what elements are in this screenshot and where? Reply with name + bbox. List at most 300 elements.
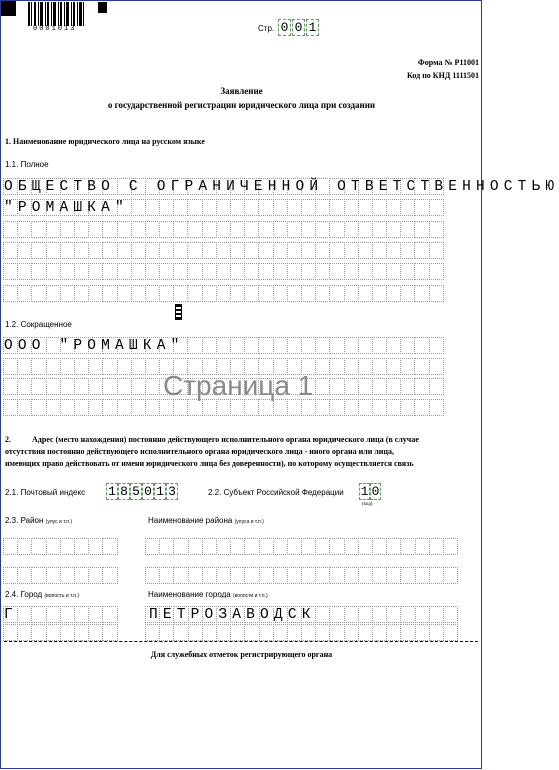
cell	[88, 567, 103, 584]
city-label-text: 2.4. Город	[5, 590, 43, 599]
cell	[329, 624, 344, 641]
cell	[31, 242, 46, 259]
short-name-line1: ООО "РОМАШКА"	[4, 338, 185, 354]
cell	[131, 199, 146, 216]
cell	[145, 285, 160, 302]
cell	[46, 606, 61, 623]
cell-row	[4, 567, 118, 584]
cell	[88, 263, 103, 280]
cell	[358, 285, 373, 302]
cell	[145, 624, 160, 641]
cell	[329, 538, 344, 555]
cell	[244, 221, 259, 238]
city-name-hint: (волости и т.п.)	[232, 593, 268, 599]
cell	[273, 221, 288, 238]
cell	[386, 606, 401, 623]
postal-digit: 8	[118, 483, 130, 500]
section2-number: 2.	[5, 435, 11, 444]
cell	[329, 378, 344, 395]
cell	[414, 358, 429, 375]
cell	[46, 221, 61, 238]
cell	[202, 285, 217, 302]
cell	[344, 337, 359, 354]
cell	[187, 221, 202, 238]
cell	[74, 242, 89, 259]
cell	[159, 199, 174, 216]
full-name-line2: "РОМАШКА"	[4, 200, 129, 216]
full-name-label: 1.1. Полное	[5, 160, 49, 169]
cell	[202, 263, 217, 280]
cell	[46, 285, 61, 302]
cell	[202, 337, 217, 354]
cell	[102, 285, 117, 302]
cell	[131, 285, 146, 302]
cell	[344, 399, 359, 416]
cell	[301, 199, 316, 216]
cell	[315, 285, 330, 302]
cell	[102, 538, 117, 555]
cell	[386, 199, 401, 216]
cell	[301, 538, 316, 555]
cell	[429, 358, 444, 375]
cell	[400, 242, 415, 259]
district-name-label-text: Наименование района	[148, 516, 233, 525]
cell	[244, 199, 259, 216]
cell	[315, 242, 330, 259]
cell	[358, 337, 373, 354]
cell	[31, 358, 46, 375]
page-digit: 0	[278, 19, 291, 36]
cell	[216, 567, 231, 584]
cell	[386, 378, 401, 395]
city-name-label	[148, 590, 268, 599]
cell	[414, 199, 429, 216]
cell	[287, 538, 302, 555]
cell	[88, 358, 103, 375]
barcode	[28, 2, 84, 26]
cell	[372, 358, 387, 375]
cell	[60, 567, 75, 584]
cell	[344, 221, 359, 238]
cell	[315, 337, 330, 354]
cell	[17, 358, 32, 375]
cell	[329, 358, 344, 375]
cell	[31, 399, 46, 416]
cell	[315, 263, 330, 280]
cell	[131, 263, 146, 280]
cell	[17, 538, 32, 555]
district-label	[5, 516, 72, 525]
full-name-line1: ОБЩЕСТВО С ОГРАНИЧЕННОЙ ОТВЕТСТВЕННОСТЬЮ	[4, 179, 559, 195]
cell	[3, 567, 18, 584]
cell	[3, 242, 18, 259]
cell	[273, 242, 288, 259]
cell	[259, 567, 274, 584]
postal-digit: 0	[142, 483, 154, 500]
cell	[117, 285, 132, 302]
cell	[259, 624, 274, 641]
cell	[145, 242, 160, 259]
cell	[88, 624, 103, 641]
cell	[216, 337, 231, 354]
corner-marker	[1, 1, 16, 16]
cell	[202, 221, 217, 238]
cell	[358, 378, 373, 395]
cell	[117, 221, 132, 238]
cell	[145, 263, 160, 280]
cell	[244, 242, 259, 259]
section2-heading-line1: Адрес (место нахождения) постоянно действующего исполнительного органа юридического лица (в случае	[32, 435, 419, 444]
cell	[31, 378, 46, 395]
cell	[386, 285, 401, 302]
cell	[187, 242, 202, 259]
cell	[329, 606, 344, 623]
cell	[386, 263, 401, 280]
city-label	[5, 590, 79, 599]
cell	[17, 567, 32, 584]
cell	[173, 199, 188, 216]
cell-row	[146, 567, 458, 584]
page-watermark: Страница 1	[163, 370, 314, 401]
cell	[230, 624, 245, 641]
cell	[358, 624, 373, 641]
cell	[145, 538, 160, 555]
section2-heading-line3: имеющих право действовать от имени юридического лица без доверенности), по которому осуществляется связь	[5, 459, 414, 468]
cell	[46, 358, 61, 375]
cell	[429, 624, 444, 641]
cell	[202, 199, 217, 216]
cell	[173, 567, 188, 584]
cell	[145, 221, 160, 238]
city-hint: (волость и т.п.)	[44, 593, 79, 599]
cell	[329, 285, 344, 302]
cell	[17, 242, 32, 259]
subject-code-hint: (код)	[362, 502, 373, 507]
cell	[17, 399, 32, 416]
cell	[329, 263, 344, 280]
subject-digit: 0	[371, 484, 380, 499]
cell	[344, 358, 359, 375]
cell	[400, 538, 415, 555]
cell	[386, 624, 401, 641]
cell	[117, 399, 132, 416]
section1-heading: 1. Наименование юридического лица на русском языке	[5, 137, 205, 146]
cell	[386, 221, 401, 238]
cell	[315, 221, 330, 238]
cell	[329, 337, 344, 354]
cell	[315, 624, 330, 641]
cell	[400, 221, 415, 238]
cell	[415, 567, 430, 584]
cell	[429, 399, 444, 416]
cell	[414, 221, 429, 238]
city-name: ПЕТРОЗАВОДСК	[149, 607, 316, 623]
cell	[3, 263, 18, 280]
cell	[88, 606, 103, 623]
cell-row	[4, 606, 118, 623]
cell	[145, 199, 160, 216]
subject-label: 2.2. Субъект Российской Федерации	[208, 488, 344, 497]
cell	[17, 263, 32, 280]
text-cursor	[175, 304, 182, 320]
cell	[315, 378, 330, 395]
cell	[74, 358, 89, 375]
cell	[74, 538, 89, 555]
cell	[60, 358, 75, 375]
page-digit: 1	[306, 19, 319, 36]
cell	[60, 399, 75, 416]
cell	[230, 263, 245, 280]
cell	[17, 221, 32, 238]
cell	[46, 378, 61, 395]
cell	[273, 567, 288, 584]
cell	[202, 567, 217, 584]
subject-code-field	[359, 483, 381, 500]
cell	[414, 285, 429, 302]
cell	[429, 285, 444, 302]
cell	[400, 399, 415, 416]
title-line2: о государственной регистрации юридического лица при создании	[107, 100, 376, 110]
postal-code-field	[106, 483, 178, 500]
cell	[173, 263, 188, 280]
cell	[159, 263, 174, 280]
cell	[102, 242, 117, 259]
cell	[372, 242, 387, 259]
cell	[3, 624, 18, 641]
cell	[74, 399, 89, 416]
cell	[102, 399, 117, 416]
cell	[102, 358, 117, 375]
cell	[159, 221, 174, 238]
cell	[329, 399, 344, 416]
cell	[258, 199, 273, 216]
cell	[159, 624, 174, 641]
cell	[372, 378, 387, 395]
cell	[273, 624, 288, 641]
cell	[414, 337, 429, 354]
cell	[386, 399, 401, 416]
cell	[102, 606, 117, 623]
cell	[145, 399, 160, 416]
cell	[159, 242, 174, 259]
cell	[230, 567, 245, 584]
cell	[3, 285, 18, 302]
cell	[301, 263, 316, 280]
cell	[74, 263, 89, 280]
cell	[202, 624, 217, 641]
cell	[287, 199, 302, 216]
cell	[31, 538, 46, 555]
cell	[17, 606, 32, 623]
cell	[386, 567, 401, 584]
cell	[258, 285, 273, 302]
cell	[216, 624, 231, 641]
corner-marker-right	[98, 2, 107, 13]
service-marks-label: Для служебных отметок регистрирующего органа	[150, 650, 333, 659]
cell-row	[146, 624, 458, 641]
cell	[60, 624, 75, 641]
cell	[216, 263, 231, 280]
cell	[400, 567, 415, 584]
postal-digit: 5	[130, 483, 142, 500]
cell	[443, 624, 458, 641]
postal-digit: 3	[166, 483, 178, 500]
cell	[329, 242, 344, 259]
cell	[259, 538, 274, 555]
cell	[244, 567, 259, 584]
cell	[60, 242, 75, 259]
cell	[372, 263, 387, 280]
page-digit: 0	[292, 19, 305, 36]
cell	[414, 263, 429, 280]
cell	[301, 337, 316, 354]
cell	[230, 242, 245, 259]
cell	[102, 221, 117, 238]
cell	[386, 358, 401, 375]
cell	[400, 285, 415, 302]
cell	[46, 567, 61, 584]
section2-heading-line2: отсутствия постоянно действующего исполнительного органа юридического лица - иного органа или лица,	[5, 447, 395, 456]
cell-row	[4, 538, 118, 555]
cell	[188, 567, 203, 584]
cell	[117, 378, 132, 395]
cell	[17, 378, 32, 395]
cell	[60, 221, 75, 238]
cell	[344, 606, 359, 623]
cell	[88, 221, 103, 238]
cell	[386, 337, 401, 354]
cell	[159, 285, 174, 302]
cell	[344, 285, 359, 302]
cell	[386, 242, 401, 259]
cell	[372, 285, 387, 302]
cell	[273, 337, 288, 354]
cell	[273, 263, 288, 280]
cell	[301, 242, 316, 259]
district-name-label	[148, 516, 264, 525]
cell	[301, 221, 316, 238]
cell	[131, 221, 146, 238]
cell	[88, 285, 103, 302]
cell	[31, 263, 46, 280]
title-line1: Заявление	[220, 86, 263, 96]
cell	[329, 567, 344, 584]
cell	[287, 242, 302, 259]
cell	[372, 199, 387, 216]
cell	[429, 263, 444, 280]
cell-row	[4, 221, 444, 238]
cell	[216, 221, 231, 238]
cell	[216, 199, 231, 216]
cell	[173, 242, 188, 259]
cell	[315, 199, 330, 216]
cell	[102, 378, 117, 395]
cell	[358, 221, 373, 238]
cell	[230, 285, 245, 302]
cell	[301, 285, 316, 302]
cell	[244, 263, 259, 280]
cell	[287, 285, 302, 302]
cell	[400, 606, 415, 623]
cell	[145, 358, 160, 375]
cell	[344, 199, 359, 216]
cell	[358, 606, 373, 623]
cell	[117, 358, 132, 375]
cell	[244, 285, 259, 302]
cell	[372, 337, 387, 354]
cell	[287, 263, 302, 280]
postal-digit: 1	[154, 483, 166, 500]
cell	[244, 538, 259, 555]
cell	[187, 337, 202, 354]
cell	[74, 567, 89, 584]
cell	[60, 606, 75, 623]
city-name-label-text: Наименование города	[148, 590, 231, 599]
cell	[400, 263, 415, 280]
cell	[329, 221, 344, 238]
cell	[273, 199, 288, 216]
cell	[258, 242, 273, 259]
cell	[202, 538, 217, 555]
cell	[46, 538, 61, 555]
cell	[88, 378, 103, 395]
cell	[344, 567, 359, 584]
cell	[344, 242, 359, 259]
cell	[216, 242, 231, 259]
cell	[60, 285, 75, 302]
cell	[31, 606, 46, 623]
cell	[131, 242, 146, 259]
postal-digit: 1	[106, 483, 118, 500]
cell	[74, 606, 89, 623]
cell	[74, 221, 89, 238]
cell	[358, 567, 373, 584]
cell	[315, 399, 330, 416]
cell	[159, 567, 174, 584]
cell-row	[4, 285, 444, 302]
cell	[187, 285, 202, 302]
cell	[46, 263, 61, 280]
cell	[46, 399, 61, 416]
cell	[358, 263, 373, 280]
cell	[429, 221, 444, 238]
cell	[117, 263, 132, 280]
cell	[145, 378, 160, 395]
cell	[315, 606, 330, 623]
city-type: Г	[4, 607, 18, 623]
cell	[88, 399, 103, 416]
cell	[287, 337, 302, 354]
cell	[400, 624, 415, 641]
cell	[3, 221, 18, 238]
cell	[372, 624, 387, 641]
cell	[88, 538, 103, 555]
cell	[415, 538, 430, 555]
page-label: Стр.	[258, 24, 275, 33]
district-label-text: 2.3. Район	[5, 516, 44, 525]
cell	[244, 624, 259, 641]
cell	[372, 606, 387, 623]
cell	[414, 399, 429, 416]
cell	[414, 242, 429, 259]
cell	[372, 399, 387, 416]
cell	[3, 358, 18, 375]
cell	[344, 624, 359, 641]
cell	[31, 624, 46, 641]
cell	[414, 378, 429, 395]
cell	[443, 567, 458, 584]
page-number	[278, 19, 319, 36]
